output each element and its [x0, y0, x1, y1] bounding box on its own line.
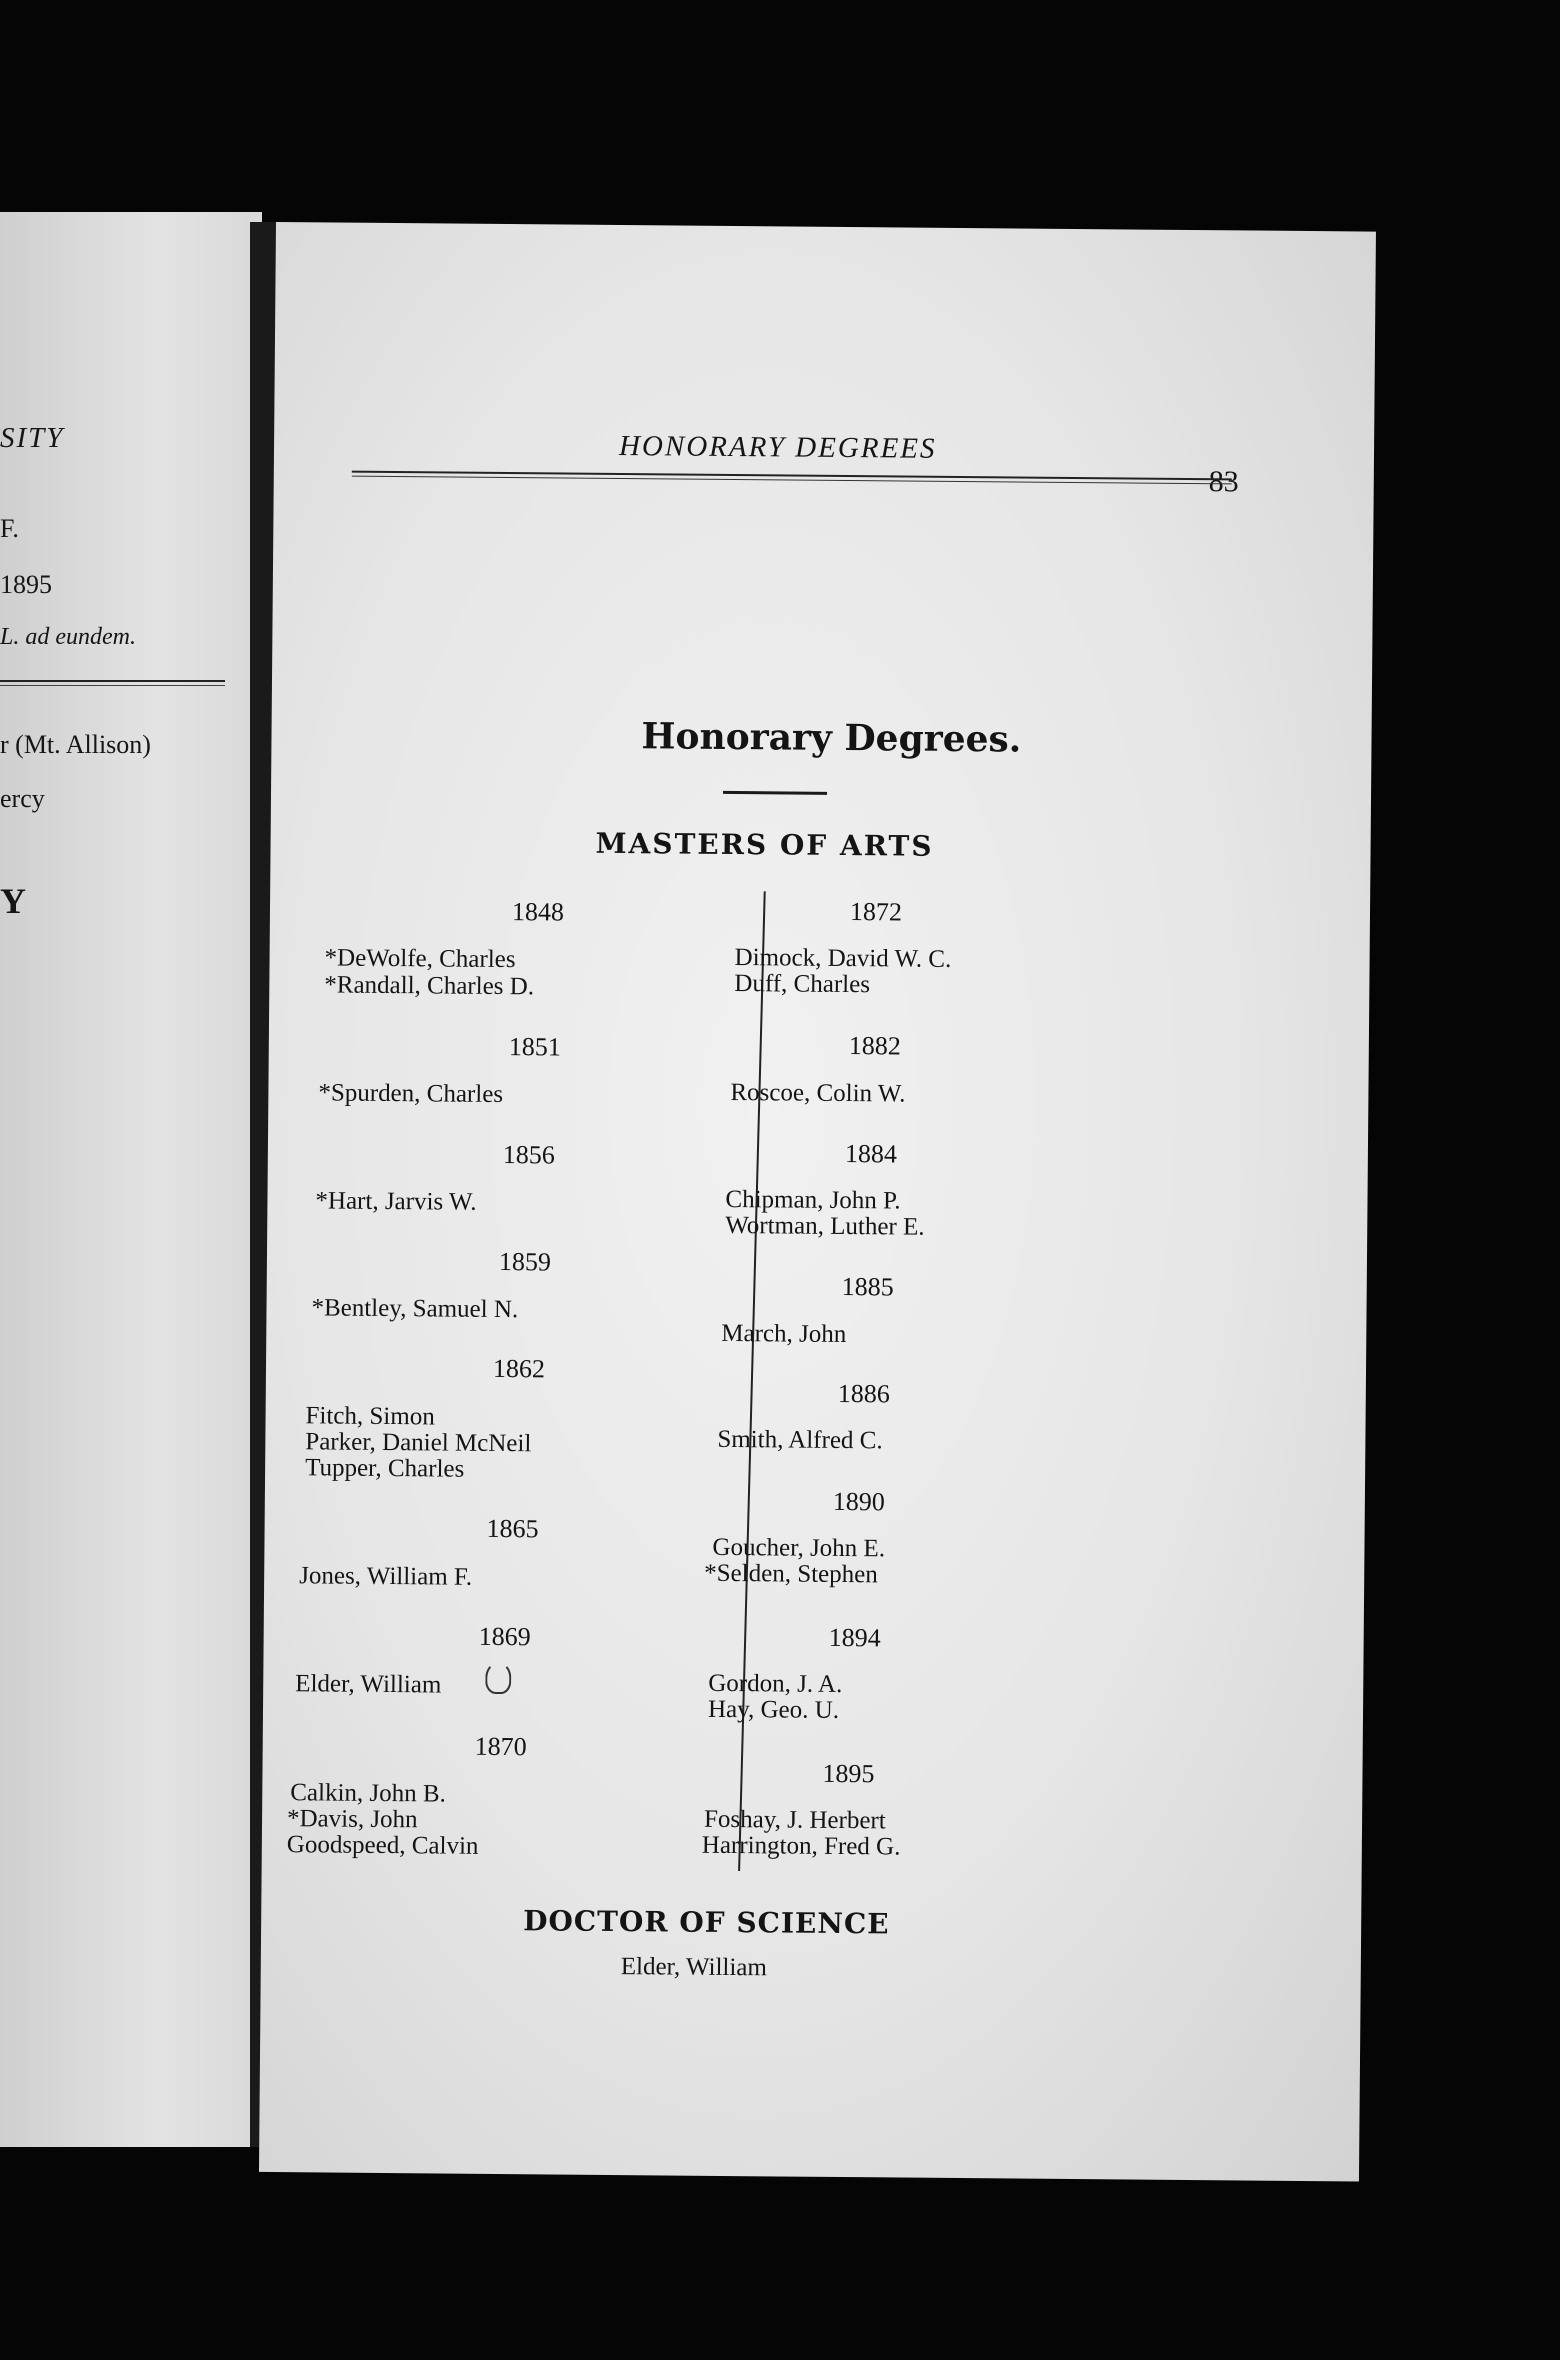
left-text-fragment: 1895 — [0, 570, 52, 599]
ink-mark — [485, 1662, 511, 1694]
honoree-name: *DeWolfe, Charles — [324, 944, 516, 974]
honoree-name: Elder, William — [620, 1953, 768, 1982]
year-label: 1872 — [849, 897, 903, 927]
left-head-rule — [0, 680, 225, 686]
year-label: 1895 — [822, 1758, 875, 1789]
honoree-name: March, John — [721, 1319, 847, 1349]
honoree-name: *Hart, Jarvis W. — [315, 1187, 477, 1216]
section-title: Honorary Degrees. — [641, 715, 1022, 761]
year-label: 1851 — [508, 1032, 561, 1062]
honoree-name: Gordon, J. A. — [708, 1669, 843, 1698]
running-head: HONORARY DEGREES — [618, 430, 937, 465]
left-facing-page — [0, 212, 262, 2147]
left-text-fragment: F. — [0, 514, 19, 543]
masters-heading: MASTERS OF ARTS — [595, 826, 934, 863]
honoree-name: Goodspeed, Calvin — [286, 1831, 479, 1860]
honoree-name: Wortman, Luther E. — [725, 1211, 925, 1241]
honoree-name: *Randall, Charles D. — [324, 971, 535, 1001]
left-text-fragment: r (Mt. Allison) — [0, 730, 151, 759]
honoree-name: Foshay, J. Herbert — [703, 1805, 886, 1835]
honoree-name: Smith, Alfred C. — [717, 1425, 883, 1455]
honoree-name: Harrington, Fred G. — [701, 1831, 901, 1861]
honoree-name: Fitch, Simon — [305, 1402, 435, 1431]
left-running-head-fragment: SITY — [0, 422, 65, 454]
document-page — [259, 222, 1376, 2182]
left-text-fragment: L. ad eundem. — [0, 624, 136, 650]
honoree-name: Calkin, John B. — [290, 1779, 446, 1808]
honoree-name: Tupper, Charles — [305, 1454, 465, 1483]
science-heading: DOCTOR OF SCIENCE — [523, 1904, 890, 1941]
year-label: 1894 — [828, 1622, 881, 1653]
page-number: 83 — [1208, 465, 1239, 499]
header-rule — [352, 471, 1232, 485]
year-label: 1848 — [511, 897, 565, 927]
honoree-name: Elder, William — [295, 1670, 442, 1699]
year-label: 1859 — [498, 1246, 552, 1277]
year-label: 1882 — [848, 1031, 901, 1061]
year-label: 1890 — [832, 1486, 885, 1517]
honoree-name: Roscoe, Colin W. — [730, 1078, 906, 1108]
year-label: 1885 — [841, 1271, 894, 1302]
honoree-name: Goucher, John E. — [712, 1533, 886, 1563]
honoree-name: *Spurden, Charles — [318, 1079, 504, 1109]
honoree-name: Chipman, John P. — [725, 1185, 901, 1215]
honoree-name: Parker, Daniel McNeil — [305, 1428, 532, 1458]
year-label: 1884 — [844, 1139, 898, 1169]
year-label: 1886 — [837, 1378, 890, 1409]
left-text-fragment: Y — [0, 881, 26, 921]
year-label: 1856 — [502, 1140, 555, 1170]
year-label: 1870 — [474, 1731, 527, 1762]
honoree-name: Dimock, David W. C. — [734, 944, 952, 973]
honoree-name: Duff, Charles — [734, 970, 871, 999]
honoree-name: *Selden, Stephen — [704, 1559, 878, 1589]
title-rule — [723, 791, 827, 795]
honoree-name: Jones, William F. — [299, 1562, 473, 1591]
left-text-fragment: ercy — [0, 784, 45, 813]
year-label: 1862 — [492, 1353, 546, 1384]
honoree-name: *Bentley, Samuel N. — [311, 1294, 519, 1324]
honoree-name: Hay, Geo. U. — [707, 1695, 840, 1724]
year-label: 1865 — [486, 1513, 539, 1544]
year-label: 1869 — [478, 1621, 531, 1652]
honoree-name: *Davis, John — [286, 1805, 418, 1834]
